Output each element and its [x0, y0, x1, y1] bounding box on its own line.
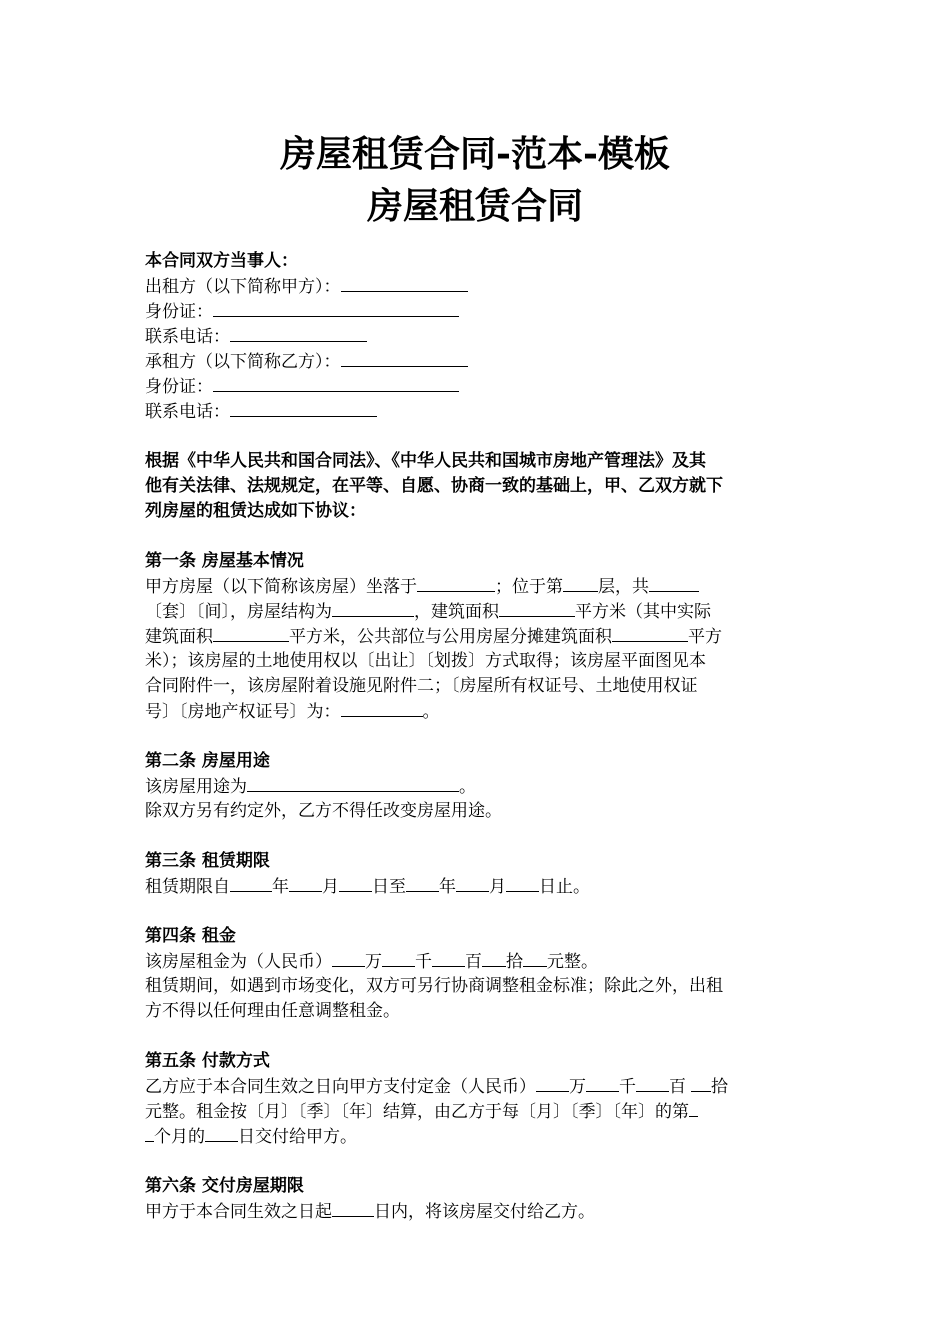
text: 甲方房屋（以下简称该房屋）坐落于 — [145, 577, 417, 597]
text: 号〕〔房地产权证号〕为： — [145, 702, 341, 722]
text: 层，共 — [598, 577, 649, 597]
document-subtitle: 房屋租赁合同 — [366, 185, 583, 227]
text: 个月的 — [154, 1127, 205, 1147]
article5-line — [145, 1099, 805, 1125]
article4-line: 租赁期间，如遇到市场变化，双方可另行协商调整租金标准；除此之外，出租 — [145, 976, 723, 996]
certificate-blank — [341, 699, 423, 717]
period-blank-end — [145, 1124, 154, 1142]
lessor-label: 出租方（以下简称甲方）： — [145, 277, 341, 297]
lessor-blank — [341, 274, 468, 292]
text: 元整。租金按〔月〕〔季〕〔年〕结算，由乙方于每〔月〕〔季〕〔年〕的第 — [145, 1102, 689, 1122]
article6-heading: 第六条 交付房屋期限 — [145, 1176, 304, 1196]
text: 拾 — [506, 952, 523, 972]
text: 日交付给甲方。 — [238, 1127, 357, 1147]
text: 该房屋租金为（人民币） — [145, 952, 332, 972]
lessee-phone-label: 联系电话： — [145, 402, 230, 422]
text: ；位于第 — [495, 577, 563, 597]
lessee-blank — [341, 349, 468, 367]
preamble-line: 他有关法律、法规规定，在平等、自愿、协商一致的基础上，甲、乙双方就下 — [145, 476, 723, 496]
lessee-label: 承租方（以下简称乙方）： — [145, 352, 341, 372]
article5-line — [145, 1074, 805, 1100]
area-blank — [499, 599, 575, 617]
period-blank-start — [689, 1099, 698, 1117]
article6-line — [145, 1199, 805, 1225]
lessee-id-blank — [213, 374, 459, 392]
lessor-id-label: 身份证： — [145, 302, 213, 322]
text: 该房屋用途为 — [145, 777, 247, 797]
rent-yuan-blank — [523, 949, 547, 967]
article1-line: 合同附件一，该房屋附着设施见附件二；〔房屋所有权证号、土地使用权证 — [145, 676, 698, 696]
article4-heading: 第四条 租金 — [145, 926, 236, 946]
document-title: 房屋租赁合同-范本-模板 — [280, 133, 670, 175]
text: 。 — [422, 702, 440, 722]
article2-heading: 第二条 房屋用途 — [145, 751, 270, 771]
deposit-shi-blank — [691, 1074, 711, 1092]
lessor-phone-line — [145, 324, 805, 350]
total-floors-blank — [649, 574, 699, 592]
end-year-blank — [406, 874, 439, 892]
text: 拾 — [711, 1077, 728, 1097]
text: 乙方应于本合同生效之日向甲方支付定金（人民币） — [145, 1077, 536, 1097]
rent-qian-blank — [382, 949, 415, 967]
text: 日内，将该房屋交付给乙方。 — [374, 1202, 595, 1222]
structure-blank — [332, 599, 414, 617]
text: 平方 — [688, 627, 722, 647]
article5-line — [145, 1124, 805, 1150]
lessee-id-label: 身份证： — [145, 377, 213, 397]
preamble-line: 根据《中华人民共和国合同法》、《中华人民共和国城市房地产管理法》及其 — [145, 451, 706, 471]
preamble-line: 列房屋的租赁达成如下协议： — [145, 501, 366, 521]
text: 万 — [569, 1077, 586, 1097]
text: 月 — [489, 877, 506, 897]
deposit-wan-blank — [536, 1074, 569, 1092]
text: 年 — [439, 877, 456, 897]
shared-area-blank — [612, 624, 688, 642]
pay-day-blank — [205, 1124, 238, 1142]
article1-line — [145, 624, 805, 650]
article3-heading: 第三条 租赁期限 — [145, 851, 270, 871]
delivery-days-blank — [332, 1199, 374, 1217]
rent-shi-blank — [482, 949, 506, 967]
text: 日止。 — [539, 877, 590, 897]
text: 甲方于本合同生效之日起 — [145, 1202, 332, 1222]
article3-line — [145, 874, 805, 900]
article5-heading: 第五条 付款方式 — [145, 1051, 270, 1071]
actual-area-blank — [213, 624, 289, 642]
lessee-phone-blank — [230, 399, 377, 417]
text: 万 — [365, 952, 382, 972]
floor-blank — [563, 574, 598, 592]
text: 元整。 — [547, 952, 598, 972]
article1-line: 米）；该房屋的土地使用权以〔出让〕〔划拨〕方式取得；该房屋平面图见本 — [145, 651, 706, 671]
lessor-id-blank — [213, 299, 459, 317]
text: 百 — [465, 952, 482, 972]
start-year-blank — [230, 874, 272, 892]
lessee-line — [145, 349, 805, 375]
article2-line: 除双方另有约定外，乙方不得任改变房屋用途。 — [145, 801, 502, 821]
article1-line — [145, 574, 805, 600]
end-day-blank — [506, 874, 539, 892]
text: 月 — [322, 877, 339, 897]
text: 年 — [272, 877, 289, 897]
text: 。 — [459, 777, 476, 797]
text: 日至 — [372, 877, 406, 897]
start-day-blank — [339, 874, 372, 892]
lessee-phone-line — [145, 399, 805, 425]
article4-line — [145, 949, 805, 975]
article1-heading: 第一条 房屋基本情况 — [145, 551, 304, 571]
text: 建筑面积 — [145, 627, 213, 647]
text: 平方米，公共部位与公用房屋分摊建筑面积 — [289, 627, 612, 647]
rent-bai-blank — [432, 949, 465, 967]
deposit-bai-blank — [636, 1074, 669, 1092]
lessor-line — [145, 274, 805, 300]
start-month-blank — [289, 874, 322, 892]
lessee-id-line — [145, 374, 805, 400]
lessor-id-line — [145, 299, 805, 325]
location-blank — [417, 574, 495, 592]
text: 〔套〕〔间〕，房屋结构为 — [145, 602, 332, 622]
rent-wan-blank — [332, 949, 365, 967]
lessor-phone-label: 联系电话： — [145, 327, 230, 347]
text: 租赁期限自 — [145, 877, 230, 897]
article4-line: 方不得以任何理由任意调整租金。 — [145, 1001, 400, 1021]
deposit-qian-blank — [586, 1074, 619, 1092]
text: 千 — [619, 1077, 636, 1097]
text: ，建筑面积 — [414, 602, 499, 622]
text: 千 — [415, 952, 432, 972]
end-month-blank — [456, 874, 489, 892]
text: 平方米（其中实际 — [575, 602, 711, 622]
article1-line — [145, 699, 805, 725]
parties-heading: 本合同双方当事人： — [145, 251, 298, 271]
text: 百 — [669, 1077, 686, 1097]
article1-line — [145, 599, 805, 625]
usage-blank — [247, 774, 459, 792]
lessor-phone-blank — [230, 324, 367, 342]
article2-line — [145, 774, 805, 800]
